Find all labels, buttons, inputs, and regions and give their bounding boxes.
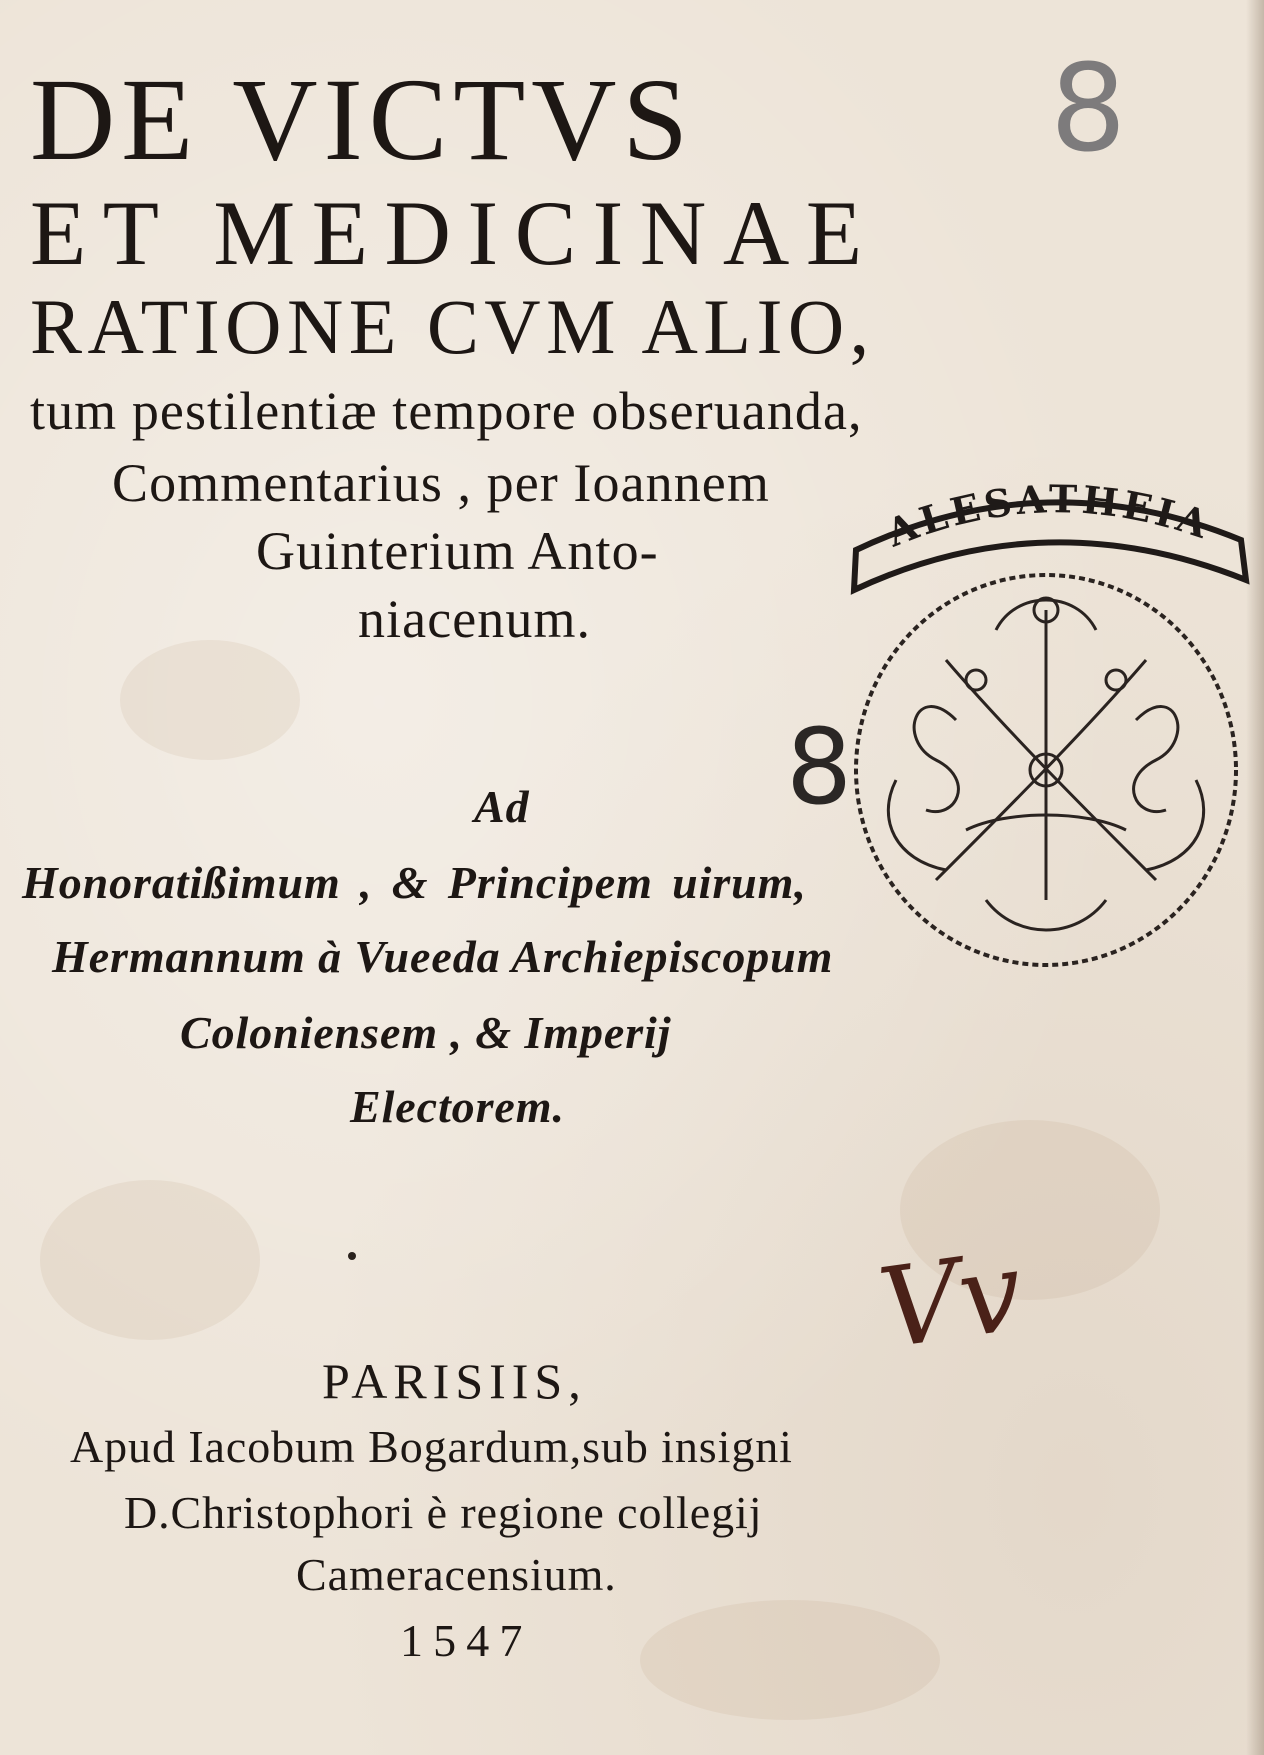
dedication-line: Hermannum à Vueeda Archiepiscopum: [52, 931, 834, 982]
stamp-banner-text: ALESATHEIA: [880, 480, 1218, 556]
foxing-stain: [120, 640, 300, 760]
title-line: DE VICTVS: [30, 54, 694, 185]
pencil-annotation: 8: [1050, 40, 1127, 179]
author-line: Guinterium Anto-: [256, 521, 659, 581]
author-line: niacenum.: [358, 589, 592, 649]
shelf-mark: 8: [786, 706, 853, 828]
ink-annotation: Vv: [871, 1226, 1030, 1374]
dedication-line: Electorem.: [350, 1081, 565, 1132]
subtitle-line: tum pestilentiæ tempore obseruanda,: [30, 381, 863, 441]
printers-dot: [348, 1252, 356, 1260]
imprint-city: PARISIIS,: [322, 1353, 587, 1409]
imprint-year: 1547: [400, 1615, 533, 1666]
foxing-stain: [640, 1600, 940, 1720]
title-line: ET MEDICINAE: [30, 182, 879, 284]
dedication-line: Honoratißimum , & Principem uirum,: [22, 857, 807, 908]
author-line: Commentarius , per Ioannem: [112, 453, 770, 513]
imprint-line: Cameracensium.: [296, 1549, 617, 1600]
library-stamp: [836, 480, 1256, 980]
dedication-line: Ad: [474, 781, 530, 832]
foxing-stain: [40, 1180, 260, 1340]
imprint-line: Apud Iacobum Bogardum,sub insigni: [70, 1421, 793, 1472]
title-line: RATIONE CVM ALIO,: [30, 283, 875, 370]
dedication-line: Coloniensem , & Imperij: [180, 1007, 672, 1058]
imprint-line: D.Christophori è regione collegij: [124, 1487, 763, 1538]
